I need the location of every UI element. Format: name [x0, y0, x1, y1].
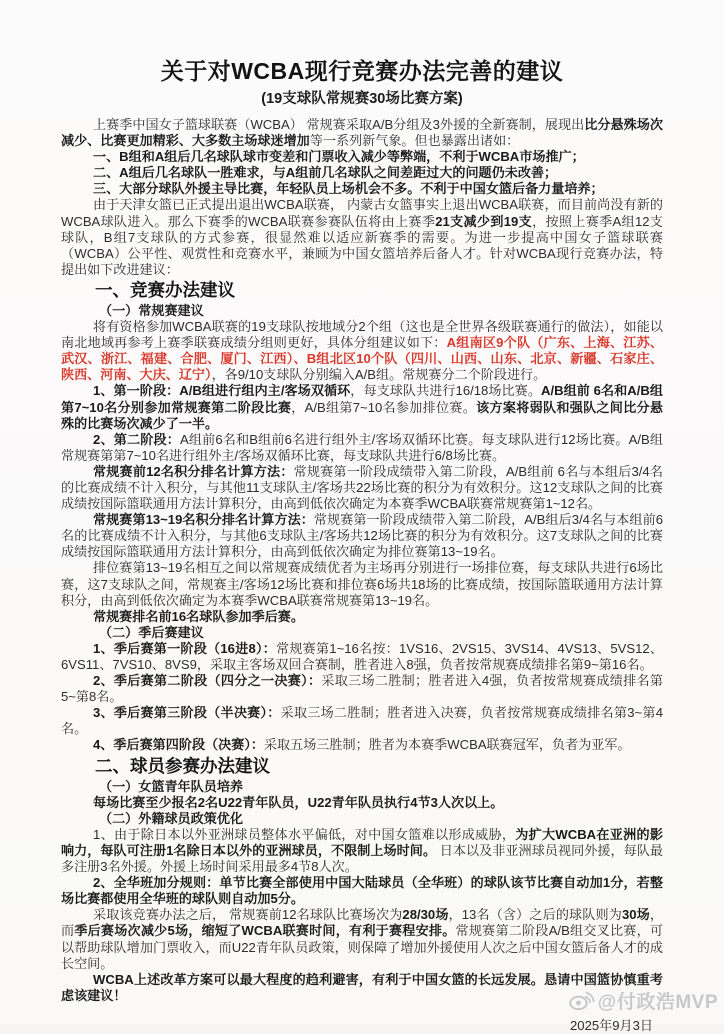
doc-paragraph: 二、A组后几名球队一胜难求，与A组前几名球队之间差距过大的问题仍未改善；	[93, 165, 558, 181]
doc-paragraph: 3、季后赛第三阶段（半决赛）：采取三场二胜制；胜者进入决赛，负者按常规赛成绩排名第3~第4名。	[61, 705, 663, 737]
doc-paragraph: 2、季后赛第二阶段（四分之一决赛）：采取三场二胜制；胜者进入4强，负者按常规赛成绩排名第5~第8名。	[61, 673, 664, 705]
section-heading: 一、竞赛办法建议	[95, 279, 235, 300]
doc-body	[61, 117, 663, 1004]
sub-heading: （二）季后赛建议	[99, 624, 204, 640]
doc-paragraph: 常规赛排名前16名球队参加季后赛。	[93, 608, 304, 624]
doc-paragraph: 常规赛前12名积分排名计算方法：常规赛第一阶段成绩带入第二阶段，A/B组前 6名与本组后3/4名的比赛成绩不计入积分，与其他11支球队主/客场共22场比赛的积分为有效积分。这12支球队之间的比赛成绩按国际篮联通用方法计算积分，由高到低依次确定为本赛季WCBA联赛常规赛第1~12名。	[61, 463, 663, 512]
watermark	[568, 988, 718, 1017]
doc-paragraph: 一、B组和A组后几名球队球市变差和门票收入减少等弊端，不利于WCBA市场推广；	[93, 149, 585, 165]
doc-paragraph: WCBA上述改革方案可以最大程度的趋利避害，有利于中国女篮的长远发展。恳请中国篮协慎重考虑该建议！	[61, 971, 663, 1003]
doc-date: 2025年9月3日	[570, 1017, 653, 1033]
doc-paragraph: 4、季后赛第四阶段（决赛）：采取五场三胜制；胜者为本赛季WCBA联赛冠军，负者为亚军。	[93, 737, 631, 753]
doc-paragraph: 每场比赛至少报名2名U22青年队员，U22青年队员执行4节3人次以上。	[93, 794, 504, 810]
sub-heading: （二）外籍球员政策优化	[99, 810, 244, 826]
watermark-text: @付政浩MVP	[597, 991, 718, 1013]
doc-paragraph: 上赛季中国女子篮球联赛（WCBA） 常规赛采取A/B分组及3外援的全新赛制，展现出比分悬殊场次减少、比赛更加精彩、大多数主场球迷增加等一系列新气象。但也暴露出诸如：	[61, 117, 663, 149]
doc-paragraph: 1、第一阶段：A/B组进行组内主/客场双循环，每支球队共进行16/18场比赛。A/B组前 6名和A/B组第7~10名分别参加常规赛第二阶段比赛，A/B组第7~10名参加排位赛。该方案将弱队和强队之间比分悬殊的比赛场次减少了一半。	[61, 383, 663, 431]
doc-paragraph: 采取该竞赛办法之后， 常规赛前12名球队比赛场次为28/30场，13名（含）之后的球队则为30场，而季后赛场次减少5场，缩短了WCBA联赛时间，有利于赛程安排。常规赛第二阶段A/B组交叉比赛，可以帮助球队增加门票收入，而U22青年队员政策，则保障了增加外援使用人次之后中国女篮后备人才的成长空间。	[61, 907, 663, 971]
doc-paragraph: 常规赛第13~19名积分排名计算方法：常规赛第一阶段成绩带入第二阶段，A/B组后3/4名与本组前6名的比赛成绩不计入积分，与其他6支球队主/客场共12场比赛的积分为有效积分。这7支球队之间的比赛成绩按国际篮联通用方法计算积分，由高到低依次确定为排位赛第13~19名。	[61, 512, 663, 560]
doc-paragraph: 将有资格参加WCBA联赛的19支球队按地域分2个组（这也是全世界各级联赛通行的做法），如能以南北地域再参考上赛季联赛成绩分组则更好，具体分组建议如下：A组南区9个队（广东、上海、江苏、武汉、浙江、福建、合肥、厦门、江西）、B组北区10个队（四川、山西、山东、北京、新疆、石家庄、陕西、河南、大庆、辽宁），各9/10支球队分别编入A/B组。常规赛分二个阶段进行。	[61, 319, 663, 383]
doc-paragraph: 2、第二阶段：A组前6名和B组前6名进行组外主/客场双循环比赛。每支球队进行12场比赛。A/B组常规赛第第7~10名进行组外主/客场双循环比赛，每支球队共进行6/8场比赛。	[61, 431, 663, 463]
doc-paragraph: 1、季后赛第一阶段（16进8）：常规赛第1~16名按：1VS16、2VS15、3VS14、4VS13、5VS12、6VS11、7VS10、8VS9，采取主客场双回合赛制，胜者进入8强，负者按常规赛成绩排名第9~第16名。	[61, 640, 664, 672]
doc-paragraph: 排位赛第13~19名相互之间以常规赛成绩优者为主场再分别进行一场排位赛，每支球队共进行6场比赛，这7支球队之间，常规赛主/客场12场比赛和排位赛6场共18场的比赛成绩，按国际篮联通用方法计算积分，由高到低依次确定为本赛季WCBA联赛常规赛第13~19名。	[61, 560, 663, 608]
weibo-icon	[568, 988, 595, 1017]
document-content	[61, 56, 663, 1034]
sub-heading: （一）常规赛建议	[99, 302, 204, 318]
doc-paragraph: 三、大部分球队外援主导比赛，年轻队员上场机会不多。不利于中国女篮后备力量培养；	[93, 181, 604, 197]
sub-heading: （一）女篮青年队员培养	[99, 778, 244, 794]
section-heading: 二、球员参赛办法建议	[95, 755, 270, 776]
page-title: 关于对WCBA现行竞赛办法完善的建议	[160, 58, 564, 84]
doc-paragraph: 1、由于除日本以外亚洲球员整体水平偏低，对中国女篮难以形成威胁，为扩大WCBA在亚洲的影响力，每队可注册1名除日本以外的亚洲球员，不限制上场时间。 日本以及非亚洲球员视同外援，每队最多注册3名外援。外援上场时间采用最多4节8人次。	[61, 826, 663, 875]
doc-paragraph: 2、全华班加分规则：单节比赛全部使用中国大陆球员（全华班）的球队该节比赛自动加1分，若整场比赛都使用全华班的球队则自动加5分。	[61, 875, 663, 907]
page-subtitle: (19支球队常规赛30场比赛方案)	[261, 91, 463, 107]
doc-paragraph: 由于天津女篮已正式提出退出WCBA联赛， 内蒙古女篮事实上退出WCBA联赛，而目前尚没有新的WCBA球队进入。那么下赛季的WCBA联赛参赛队伍将由上赛季21支减少到19支，按照上赛季A组12支球队，B组7支球队的方式参赛，很显然难以适应新赛季的需要。为进一步提高中国女子篮球联赛（WCBA）公平性、观赏性和竞赛水平，兼顾为中国女篮培养后备人才。针对WCBA现行竞赛办法，特提出如下改进建议：	[61, 197, 663, 277]
